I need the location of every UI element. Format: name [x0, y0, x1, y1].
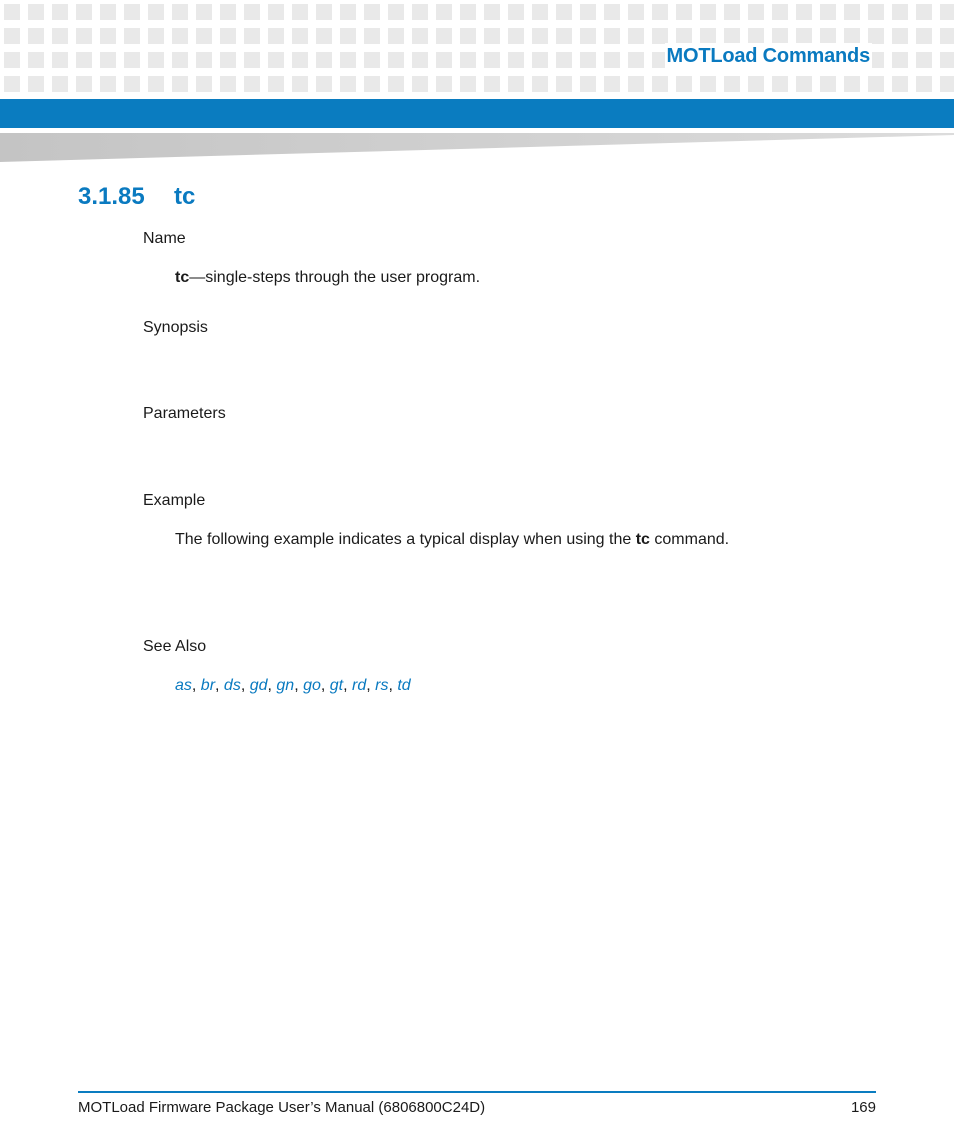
see-also-link-as[interactable]: as — [175, 677, 192, 694]
header-blue-bar — [0, 99, 954, 128]
see-also-separator: , — [320, 677, 330, 694]
footer-page-number: 169 — [850, 1099, 876, 1116]
see-also-separator: , — [267, 677, 277, 694]
example-command: tc — [635, 531, 650, 548]
footer-rule — [78, 1091, 876, 1093]
see-also-link-rs[interactable]: rs — [375, 677, 389, 694]
see-also-link-rd[interactable]: rd — [352, 677, 367, 694]
example-description — [175, 531, 729, 549]
synopsis-label: Synopsis — [143, 319, 208, 336]
see-also-separator: , — [366, 677, 376, 694]
see-also-link-gd[interactable]: gd — [249, 677, 268, 694]
header-title: MOTLoad Commands — [665, 43, 872, 70]
see-also-link-gn[interactable]: gn — [276, 677, 295, 694]
parameters-label: Parameters — [143, 405, 226, 422]
see-also-separator: , — [343, 677, 353, 694]
name-label: Name — [143, 230, 186, 247]
see-also-link-ds[interactable]: ds — [223, 677, 241, 694]
section-title: tc — [174, 183, 196, 210]
example-text-after: command. — [649, 531, 730, 548]
example-text-before: The following example indicates a typical display when using the — [175, 531, 636, 548]
see-also-separator: , — [215, 677, 224, 694]
see-also-link-go[interactable]: go — [303, 677, 321, 694]
see-also-link-td[interactable]: td — [397, 677, 411, 694]
see-also-label: See Also — [143, 638, 207, 655]
see-also-separator: , — [294, 677, 304, 694]
see-also-link-gt[interactable]: gt — [329, 677, 344, 694]
see-also-links — [175, 677, 411, 695]
section-number: 3.1.85 — [78, 183, 145, 210]
name-command: tc — [175, 269, 190, 286]
see-also-separator: , — [240, 677, 250, 694]
see-also-separator: , — [191, 677, 201, 694]
see-also-link-br[interactable]: br — [200, 677, 216, 694]
section-heading — [78, 183, 195, 211]
header-grey-wedge — [0, 129, 954, 163]
footer-manual-title: MOTLoad Firmware Package User’s Manual (6806800C24D) — [78, 1099, 486, 1116]
name-description — [175, 269, 480, 287]
example-label: Example — [143, 492, 206, 509]
name-description-text: —single-steps through the user program. — [189, 269, 481, 286]
see-also-separator: , — [388, 677, 398, 694]
